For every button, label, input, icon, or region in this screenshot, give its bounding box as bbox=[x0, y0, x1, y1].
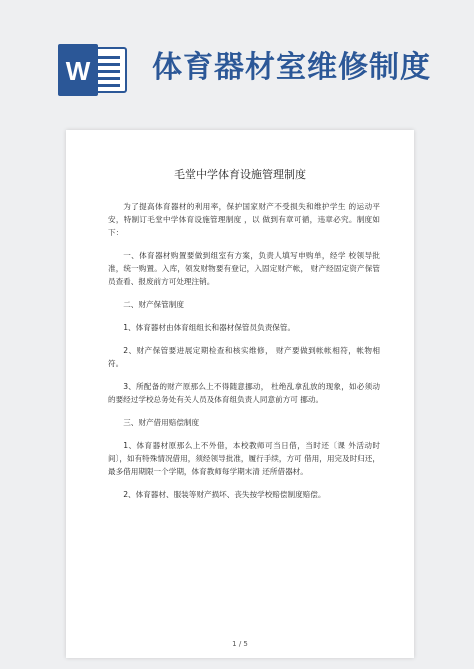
paragraph-2-3: 3、所配备的财产原那么上不得随意挪动， 杜绝乱拿乱放的现象，如必须动的要经过学校总务处有关人员及体育组负责人同意前方可 挪动。 bbox=[108, 382, 380, 404]
document-body bbox=[108, 200, 380, 511]
section-heading-3: 三、财产借用赔偿制度 bbox=[123, 418, 200, 427]
paragraph-intro: 为了提高体育器材的利用率，保护国家财产不受损失和维护学生 的运动平安，特制订毛堂中学体育设施管理制度 ，以 做到有章可循，违章必究。制度如下： bbox=[108, 202, 380, 237]
svg-text:W: W bbox=[65, 56, 91, 86]
paragraph-3-1: 1、体育器材原那么上不外借，本校教师可当日借，当时还〔课 外活动时间〕，如有特殊情况借用，须经领导批准，履行手续，方可 借用，用完及时归还，最多借用期限一个学期，体育教师每学期末清 还所借器材。 bbox=[108, 441, 380, 476]
page-number: 1 / 5 bbox=[232, 640, 248, 648]
banner-title: 体育器材室维修制度 bbox=[152, 50, 431, 85]
paragraph-section-1: 一、体育器材购置要做到组室有方案，负责人填写申购单，经学 校领导批准，统一购置。入库，领发财物要有登记，入固定财产帐， 财产经固定资产保管员查看、报废前方可处理注销。 bbox=[108, 251, 380, 286]
paragraph-2-1: 1、体育器材由体育组组长和器材保管员负责保管。 bbox=[123, 323, 296, 332]
document-page bbox=[66, 130, 414, 658]
section-heading-2: 二、财产保管制度 bbox=[123, 300, 184, 309]
document-title: 毛堂中学体育设施管理制度 bbox=[174, 168, 306, 181]
paragraph-3-2: 2、体育器材、服装等财产损坏、丧失按学校赔偿制度赔偿。 bbox=[123, 490, 326, 499]
word-document-icon bbox=[58, 44, 130, 96]
paragraph-2-2: 2、财产保管要进展定期检查和核实维修， 财产要做到帐帐相符，帐物相符。 bbox=[108, 346, 380, 368]
banner bbox=[0, 0, 474, 105]
